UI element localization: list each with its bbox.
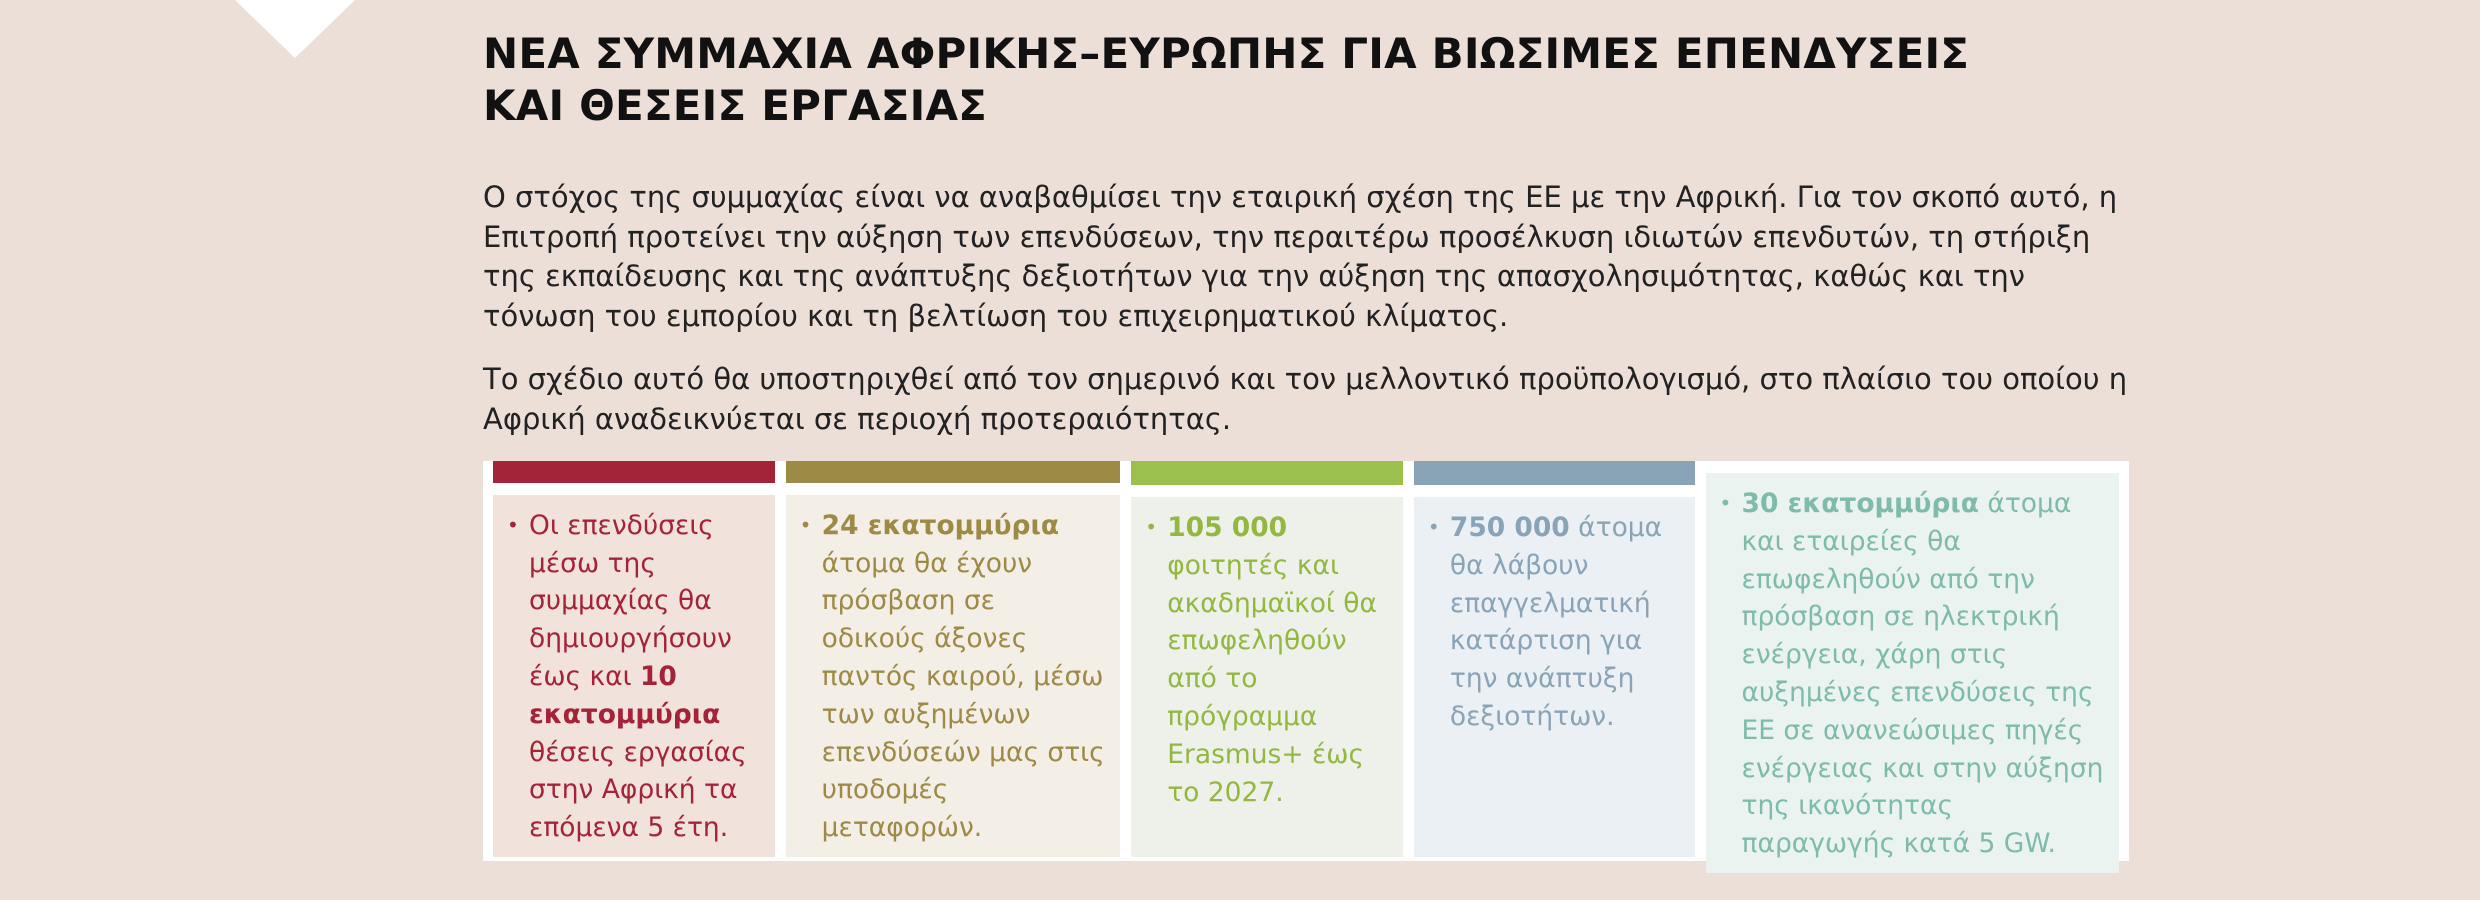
column-color-bar bbox=[1414, 461, 1695, 485]
figure-text bbox=[786, 495, 1121, 857]
figure-text-post: άτομα θα λάβουν επαγγελματική κατάρτιση για την ανάπτυξη δεξιοτήτων. bbox=[1449, 512, 1663, 732]
figure-text-post: θέσεις εργασίας στην Αφρική τα επόμενα 5 έτη. bbox=[529, 736, 747, 844]
figure-column-training bbox=[1414, 461, 1695, 861]
figure-column-erasmus bbox=[1131, 461, 1403, 861]
intro-paragraph: Ο στόχος της συμμαχίας είναι να αναβαθμίσει την εταιρική σχέση της ΕΕ με την Αφρική. Για τον σκοπό αυτό, η Επιτροπή προτείνει την αύξηση των επενδύσεων, την περαιτέρω προσέλκυση ιδιωτών επενδυτών, τη στήριξη της εκπαίδευσης και της ανάπτυξης δεξιοτήτων για την αύξηση της απασχολησιμότητας, καθώς και την τόνωση του εμπορίου και τη βελτίωση του επιχειρηματικού κλίματος. bbox=[483, 180, 2118, 333]
figure-column-roads bbox=[786, 461, 1121, 861]
column-color-bar bbox=[1131, 461, 1403, 485]
column-color-bar bbox=[786, 461, 1121, 483]
figure-column-jobs bbox=[493, 461, 775, 861]
figure-text bbox=[1414, 497, 1695, 857]
figure-highlight: 10 εκατομμύρια bbox=[529, 661, 721, 730]
figure-text bbox=[1131, 497, 1403, 857]
figure-text-pre: Οι επενδύσεις μέσω της συμμαχίας θα δημιουργήσουν έως και bbox=[529, 509, 732, 693]
budget-paragraph: Το σχέδιο αυτό θα υποστηριχθεί από τον σημερινό και τον μελλοντικό προϋπολογισμό, στο πλαίσιο του οποίου η Αφρική αναδεικνύεται σε περιοχή προτεραιότητας. bbox=[483, 362, 2128, 436]
column-color-bar bbox=[493, 461, 775, 483]
page-title bbox=[483, 28, 2133, 132]
figure-highlight: 105 000 bbox=[1167, 512, 1288, 543]
figure-text-post: άτομα και εταιρείες θα επωφεληθούν από την πρόσβαση σε ηλεκτρική ενέργεια, χάρη στις αυξημένες επενδύσεις της ΕΕ σε ανανεώσιμες πηγές ενέργειας και στην αύξηση της ικανότητας παραγωγής κατά 5 GW. bbox=[1741, 488, 2104, 860]
figure-text bbox=[493, 495, 775, 857]
page-title-line-1: ΝΕΑ ΣΥΜΜΑΧΙΑ ΑΦΡΙΚΗΣ–ΕΥΡΩΠΗΣ ΓΙΑ ΒΙΩΣΙΜΕΣ ΕΠΕΝΔΥΣΕΙΣ bbox=[483, 29, 1970, 78]
article-header bbox=[483, 28, 2133, 439]
key-figures-panel bbox=[483, 461, 2129, 861]
figure-column-energy bbox=[1706, 461, 2119, 861]
figure-highlight: 30 εκατομμύρια bbox=[1741, 488, 1979, 519]
figure-text-post: φοιτητές και ακαδημαϊκοί θα επωφεληθούν από το πρόγραμμα Erasmus+ έως το 2027. bbox=[1167, 549, 1377, 808]
decorative-notch bbox=[235, 0, 355, 58]
figure-highlight: 750 000 bbox=[1449, 512, 1570, 543]
figure-highlight: 24 εκατομμύρια bbox=[821, 509, 1060, 541]
page-title-line-2: ΚΑΙ ΘΕΣΕΙΣ ΕΡΓΑΣΙΑΣ bbox=[483, 81, 988, 130]
figure-text bbox=[1706, 473, 2119, 873]
figure-text-post: άτομα θα έχουν πρόσβαση σε οδικούς άξονες παντός καιρού, μέσω των αυξημένων επενδύσεών μας στις υποδομές μεταφορών. bbox=[821, 547, 1105, 844]
